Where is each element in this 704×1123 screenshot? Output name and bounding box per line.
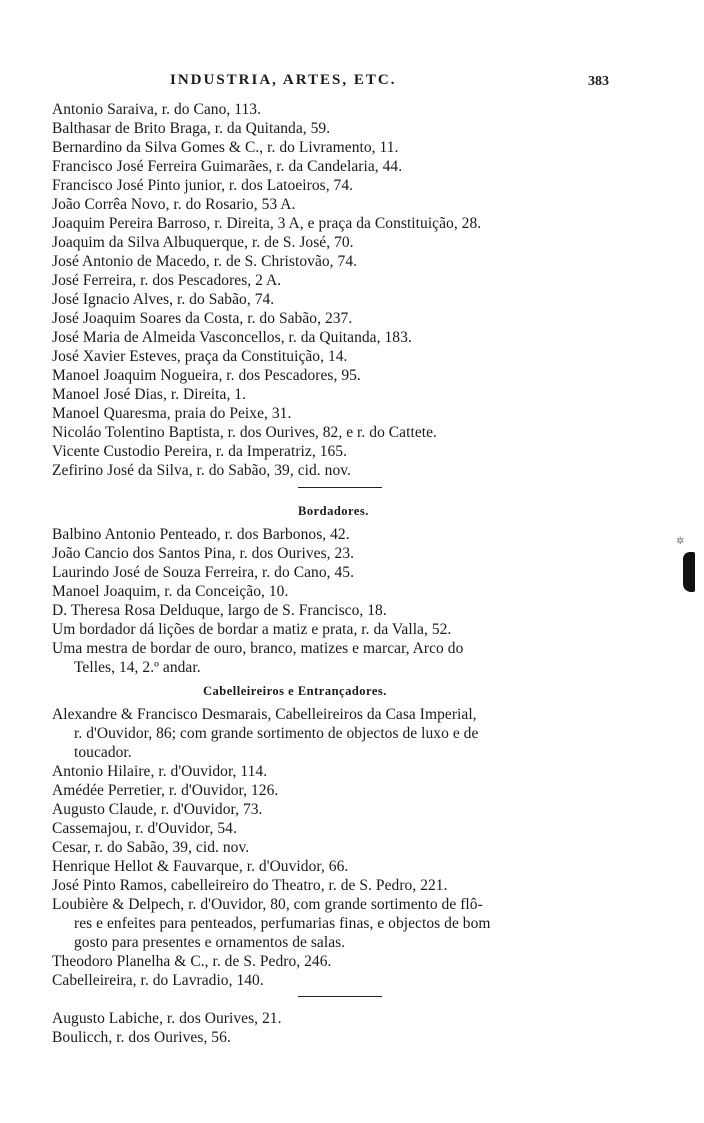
section-divider [298, 487, 382, 488]
list-item: Augusto Claude, r. d'Ouvidor, 73. [52, 801, 263, 818]
list-item: Manoel Joaquim, r. da Conceição, 10. [52, 583, 289, 600]
list-item: Cesar, r. do Sabão, 39, cid. nov. [52, 839, 250, 856]
running-title: INDUSTRIA, ARTES, ETC. [170, 72, 397, 88]
list-item: Nicoláo Tolentino Baptista, r. dos Ourives, 82, e r. do Cattete. [52, 424, 437, 441]
list-item: José Maria de Almeida Vasconcellos, r. da Quitanda, 183. [52, 329, 412, 346]
list-item: Cassemajou, r. d'Ouvidor, 54. [52, 820, 237, 837]
list-item: D. Theresa Rosa Delduque, largo de S. Francisco, 18. [52, 602, 387, 619]
list-item: Francisco José Ferreira Guimarães, r. da Candelaria, 44. [52, 158, 403, 175]
list-item: Cabelleireira, r. do Lavradio, 140. [52, 972, 264, 989]
section-heading-cabelleireiros: Cabelleireiros e Entrançadores. [203, 684, 387, 698]
list-item: Bernardino da Silva Gomes & C., r. do Livramento, 11. [52, 139, 399, 156]
list-item: Henrique Hellot & Fauvarque, r. d'Ouvidor, 66. [52, 858, 349, 875]
list-item: Manoel José Dias, r. Direita, 1. [52, 386, 247, 403]
list-item: Theodoro Planelha & C., r. de S. Pedro, 246. [52, 953, 332, 970]
list-item: José Ferreira, r. dos Pescadores, 2 A. [52, 272, 282, 289]
list-item: João Cancio dos Santos Pina, r. dos Ourives, 23. [52, 545, 355, 562]
list-item: José Ignacio Alves, r. do Sabão, 74. [52, 291, 275, 308]
section-divider [298, 996, 382, 997]
ink-blot-icon [683, 552, 695, 592]
list-item: José Pinto Ramos, cabelleireiro do Theatro, r. de S. Pedro, 221. [52, 877, 448, 894]
list-item: Antonio Saraiva, r. do Cano, 113. [52, 101, 262, 118]
list-item: Vicente Custodio Pereira, r. da Imperatriz, 165. [52, 443, 348, 460]
list-item-continuation: r. d'Ouvidor, 86; com grande sortimento de objectos de luxo e de [74, 725, 479, 742]
list-item: Joaquim Pereira Barroso, r. Direita, 3 A, e praça da Constituição, 28. [52, 215, 482, 232]
list-item: Augusto Labiche, r. dos Ourives, 21. [52, 1010, 282, 1027]
list-item: José Joaquim Soares da Costa, r. do Sabão, 237. [52, 310, 353, 327]
list-item: João Corrêa Novo, r. do Rosario, 53 A. [52, 196, 296, 213]
list-item: Boulicch, r. dos Ourives, 56. [52, 1029, 231, 1046]
section-heading-bordadores: Bordadores. [298, 504, 369, 518]
list-item: Joaquim da Silva Albuquerque, r. de S. José, 70. [52, 234, 354, 251]
list-item: José Antonio de Macedo, r. de S. Christovão, 74. [52, 253, 358, 270]
list-item: Um bordador dá lições de bordar a matiz e prata, r. da Valla, 52. [52, 621, 452, 638]
list-item-continuation: Telles, 14, 2.º andar. [74, 659, 201, 676]
list-item: Uma mestra de bordar de ouro, branco, matizes e marcar, Arco do [52, 640, 464, 657]
scan-speck-icon: ✲ [676, 536, 685, 547]
page-number: 383 [588, 74, 609, 89]
list-item: Zefirino José da Silva, r. do Sabão, 39, cid. nov. [52, 462, 351, 479]
list-item: Manoel Joaquim Nogueira, r. dos Pescadores, 95. [52, 367, 361, 384]
list-item: Balbino Antonio Penteado, r. dos Barbonos, 42. [52, 526, 350, 543]
list-item: Balthasar de Brito Braga, r. da Quitanda, 59. [52, 120, 331, 137]
list-item: José Xavier Esteves, praça da Constituição, 14. [52, 348, 348, 365]
list-item: Amédée Perretier, r. d'Ouvidor, 126. [52, 782, 279, 799]
list-item-continuation: toucador. [74, 744, 132, 761]
list-item: Alexandre & Francisco Desmarais, Cabelleireiros da Casa Imperial, [52, 706, 477, 723]
running-head [0, 72, 704, 94]
list-item: Laurindo José de Souza Ferreira, r. do Cano, 45. [52, 564, 354, 581]
list-item: Loubière & Delpech, r. d'Ouvidor, 80, com grande sortimento de flô- [52, 896, 483, 913]
list-item: Antonio Hilaire, r. d'Ouvidor, 114. [52, 763, 268, 780]
list-item: Francisco José Pinto junior, r. dos Latoeiros, 74. [52, 177, 354, 194]
list-item-continuation: res e enfeites para penteados, perfumarias finas, e objectos de bom [74, 915, 491, 932]
list-item-continuation: gosto para presentes e ornamentos de salas. [74, 934, 346, 951]
list-item: Manoel Quaresma, praia do Peixe, 31. [52, 405, 292, 422]
